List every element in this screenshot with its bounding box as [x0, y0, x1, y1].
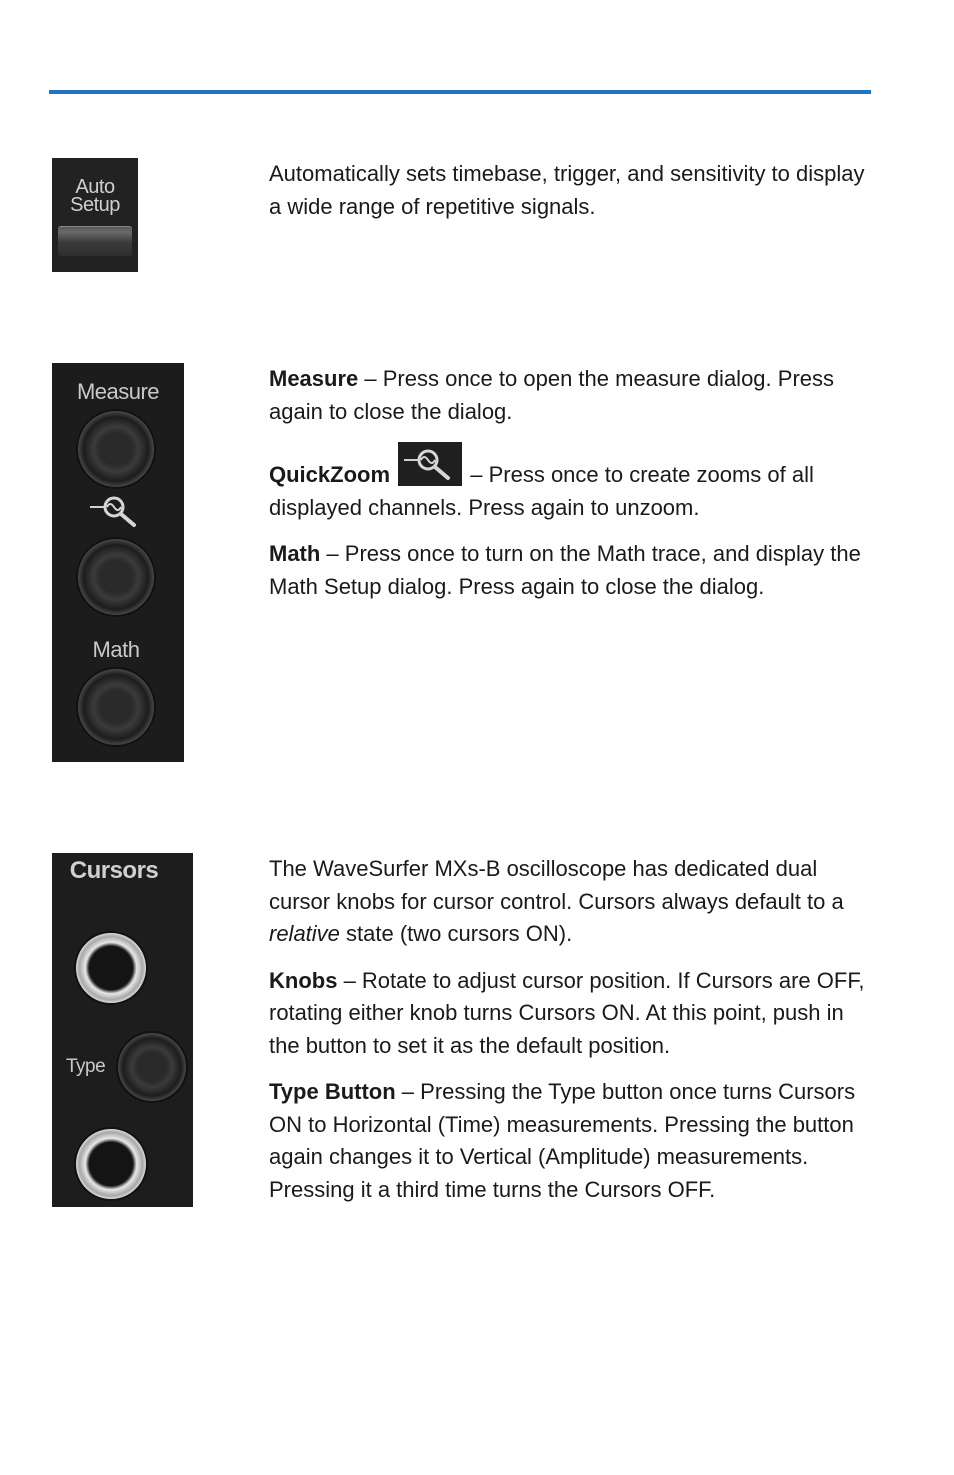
auto-label: Auto: [75, 176, 115, 198]
cursors-intro-before: The WaveSurfer MXs-B oscilloscope has dedicated dual cursor knobs for cursor control. Cursors always default to a: [269, 856, 844, 914]
cursors-label: Cursors: [69, 857, 159, 884]
header-rule: [49, 90, 871, 94]
magnifier-zoom-icon: [90, 493, 146, 529]
setup-label: Setup: [70, 194, 120, 216]
measure-term: Measure: [269, 366, 359, 391]
math-knob: [78, 669, 154, 745]
cursors-panel-image: [52, 853, 193, 1207]
math-term: Math: [269, 541, 321, 566]
knobs-paragraph: [269, 965, 869, 1063]
math-paragraph: [269, 538, 869, 603]
quickzoom-term: QuickZoom: [269, 462, 391, 487]
cursors-intro-em: relative: [269, 921, 340, 946]
type-button-paragraph: [269, 1076, 869, 1206]
auto-setup-label: [52, 178, 138, 214]
cursors-description: [269, 853, 869, 1220]
auto-setup-button-image: [52, 158, 138, 272]
quickzoom-knob: [78, 539, 154, 615]
type-button-knob: [118, 1033, 186, 1101]
auto-setup-description: [269, 158, 869, 237]
measure-panel-image: [52, 363, 184, 762]
math-desc: – Press once to turn on the Math trace, and display the Math Setup dialog. Press again to close the dialog.: [269, 541, 861, 599]
measure-desc: – Press once to open the measure dialog. Press again to close the dialog.: [269, 366, 834, 424]
cursors-intro-paragraph: [269, 853, 869, 951]
cursor-knob-bottom: [76, 1129, 146, 1199]
measure-description: [269, 363, 869, 617]
measure-paragraph: [269, 363, 869, 428]
measure-knob: [78, 411, 154, 487]
cursor-knob-top: [76, 933, 146, 1003]
auto-setup-button: [58, 226, 132, 256]
type-button-desc: – Pressing the Type button once turns Cursors ON to Horizontal (Time) measurements. Pressing the button again changes it to Vertical (Amplitude) measurements. Pressing it a third time turns the Cursors OFF.: [269, 1079, 856, 1202]
quickzoom-paragraph: [269, 442, 869, 524]
type-label: Type: [66, 1056, 106, 1077]
measure-label: Measure: [76, 379, 160, 404]
cursors-intro-after: state (two cursors ON).: [339, 921, 573, 946]
knobs-term: Knobs: [269, 967, 338, 993]
knobs-desc: – Rotate to adjust cursor position. If Cursors are OFF, rotating either knob turns Cursors ON. At this point, push in the button to set it as the default position.: [269, 967, 865, 1058]
math-label: Math: [92, 637, 140, 662]
quickzoom-desc: – Press once to create zooms of all displayed channels. Press again to unzoom.: [269, 462, 814, 520]
magnifier-zoom-icon: [398, 442, 462, 486]
auto-setup-text: Automatically sets timebase, trigger, and sensitivity to display a wide range of repetitive signals.: [269, 161, 865, 219]
quickzoom-inline-image: [398, 442, 462, 486]
type-button-term: Type Button: [269, 1079, 396, 1104]
